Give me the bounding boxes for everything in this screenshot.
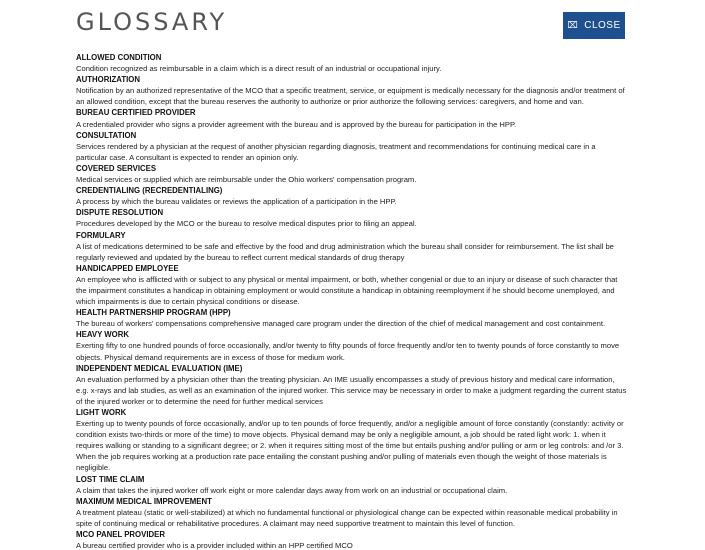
glossary-entry bbox=[76, 107, 628, 129]
glossary-definition: A list of medications determined to be safe and effective by the food and drug administration which the bureau shall consider for reimbursement. The list shall be regularly reviewed and updated by the bureau to reflect current medical standards of drug therapy bbox=[76, 241, 614, 262]
modal-title: GLOSSARY bbox=[76, 8, 228, 36]
glossary-definition: A credentialed provider who signs a provider agreement with the bureau and is approved by the bureau for participation in the HPP. bbox=[76, 119, 517, 129]
glossary-definition: A treatment plateau (static or well-stabilized) at which no fundamental functional or physiological change can be expected within reasonable medical probability in spite of continuing medical or rehabilitative procedures. A claimant may need supportive treatment to maintain this level of function. bbox=[76, 507, 618, 528]
glossary-entry bbox=[76, 407, 628, 474]
glossary-entry bbox=[76, 207, 628, 229]
glossary-entry bbox=[76, 307, 628, 329]
glossary-definition: Exerting fifty to one hundred pounds of force occasionally, and/or twenty to fifty pounds of force frequently and/or ten to twenty pounds of force constantly to move objects. Physical demand requirements are in excess of those for medium work. bbox=[76, 341, 620, 362]
glossary-definition: The bureau of workers' compensations comprehensive managed care program under the direction of the chief of medical management and cost containment. bbox=[76, 319, 606, 329]
glossary-definition: Procedures developed by the MCO or the bureau to resolve medical disputes prior to filing an appeal. bbox=[76, 219, 417, 229]
glossary-entry bbox=[76, 474, 628, 496]
glossary-entry bbox=[76, 185, 628, 207]
glossary-term: HANDICAPPED EMPLOYEE bbox=[76, 263, 179, 273]
glossary-definition: Notification by an authorized representative of the MCO that a specific treatment, service, or equipment is medically necessary for the diagnosis and/or treatment of an allowed condition, except that the bureau reserves the authority to authorize or prior authorize the following services: caregivers, and home and van. bbox=[76, 86, 625, 107]
glossary-entry bbox=[76, 363, 628, 407]
glossary-definition: Medical services or supplied which are reimbursable under the Ohio workers' compensation program. bbox=[76, 175, 417, 185]
glossary-entry bbox=[76, 496, 628, 529]
glossary-term: LIGHT WORK bbox=[76, 408, 127, 417]
glossary-term: CONSULTATION bbox=[76, 130, 137, 140]
glossary-term: INDEPENDENT MEDICAL EVALUATION (IME) bbox=[76, 363, 243, 373]
glossary-definition: A process by which the bureau validates or reviews the application of a participation in the HPP. bbox=[76, 197, 397, 207]
glossary-entry bbox=[76, 230, 628, 263]
glossary-term: CREDENTIALING (RECREDENTIALING) bbox=[76, 186, 223, 196]
glossary-definition: An evaluation performed by a physician other than the treating physician. An IME usually encompasses a study of previous history and medical care information, e.g. x-rays and lab studies, as well as an examination of the injured worker. This service may be necessary in order to make a judgment regarding the current status of the injured worker or to determine the need for further medical services bbox=[76, 374, 627, 406]
glossary-term: MCO PANEL PROVIDER bbox=[76, 530, 165, 540]
glossary-term: FORMULARY bbox=[76, 230, 126, 240]
glossary-definition: A claim that takes the injured worker off work eight or more calendar days away from work on an industrial or occupational claim. bbox=[76, 485, 508, 495]
close-label: CLOSE bbox=[584, 20, 621, 31]
glossary-entry bbox=[76, 263, 628, 307]
glossary-entry bbox=[76, 529, 628, 550]
glossary-definition: A bureau certified provider who is a provider included within an HPP certified MCO bbox=[76, 541, 353, 550]
glossary-term: ALLOWED CONDITION bbox=[76, 53, 162, 62]
glossary-entry bbox=[76, 74, 628, 107]
glossary-definition: Condition recognized as reimbursable in a claim which is a direct result of an industrial or occupational injury. bbox=[76, 64, 442, 74]
glossary-entry bbox=[76, 163, 628, 185]
glossary-term: BUREAU CERTIFIED PROVIDER bbox=[76, 108, 196, 118]
glossary-definition: Services rendered by a physician at the request of another physician regarding diagnosis, treatment and recommendations for continuing medical care in a particular case. A consultant is expected to render an opinion only. bbox=[76, 141, 596, 162]
close-button[interactable] bbox=[563, 12, 625, 39]
glossary-term: MAXIMUM MEDICAL IMPROVEMENT bbox=[76, 496, 212, 506]
glossary-entry bbox=[76, 329, 628, 362]
close-icon: ⌧ bbox=[567, 20, 579, 30]
glossary-entry bbox=[76, 130, 628, 163]
glossary-term: COVERED SERVICES bbox=[76, 163, 157, 173]
glossary-term: HEAVY WORK bbox=[76, 330, 129, 340]
glossary-definition: An employee who is afflicted with or subject to any physical or mental impairment, or both, whether congenial or due to an injury or disease of such character that the impairment constitutes a handicap in obtaining employment or would constitute a handicap in obtaining reemployment if he should become unemployed, and which impairments is due to certain physical conditions or disease. bbox=[76, 274, 618, 307]
glossary-term: AUTHORIZATION bbox=[76, 75, 140, 85]
glossary-definition: Exerting up to twenty pounds of force occasionally, and/or up to ten pounds of force frequently, and/or a negligible amount of force constantly (constantly: activity or condition exists two-thirds or more of the time) to move objects. Physical demand may be only a negligible amount, a job should be rated light work: 1. when it requires walking or standing to a significant degree; or 2. when it requires sitting most of the time but entails pushing and/or pulling or arm or leg controls: and /or 3. When the job requires working at a production rate pace entailing the constant pushing and/or pulling of materials even though the weight of those materials is negligible. bbox=[76, 419, 624, 473]
glossary-term: DISPUTE RESOLUTION bbox=[76, 208, 164, 218]
glossary-term: HEALTH PARTNERSHIP PROGRAM (HPP) bbox=[76, 308, 231, 318]
glossary-entry bbox=[76, 52, 628, 74]
glossary-list bbox=[76, 52, 628, 550]
glossary-term: LOST TIME CLAIM bbox=[76, 474, 145, 484]
